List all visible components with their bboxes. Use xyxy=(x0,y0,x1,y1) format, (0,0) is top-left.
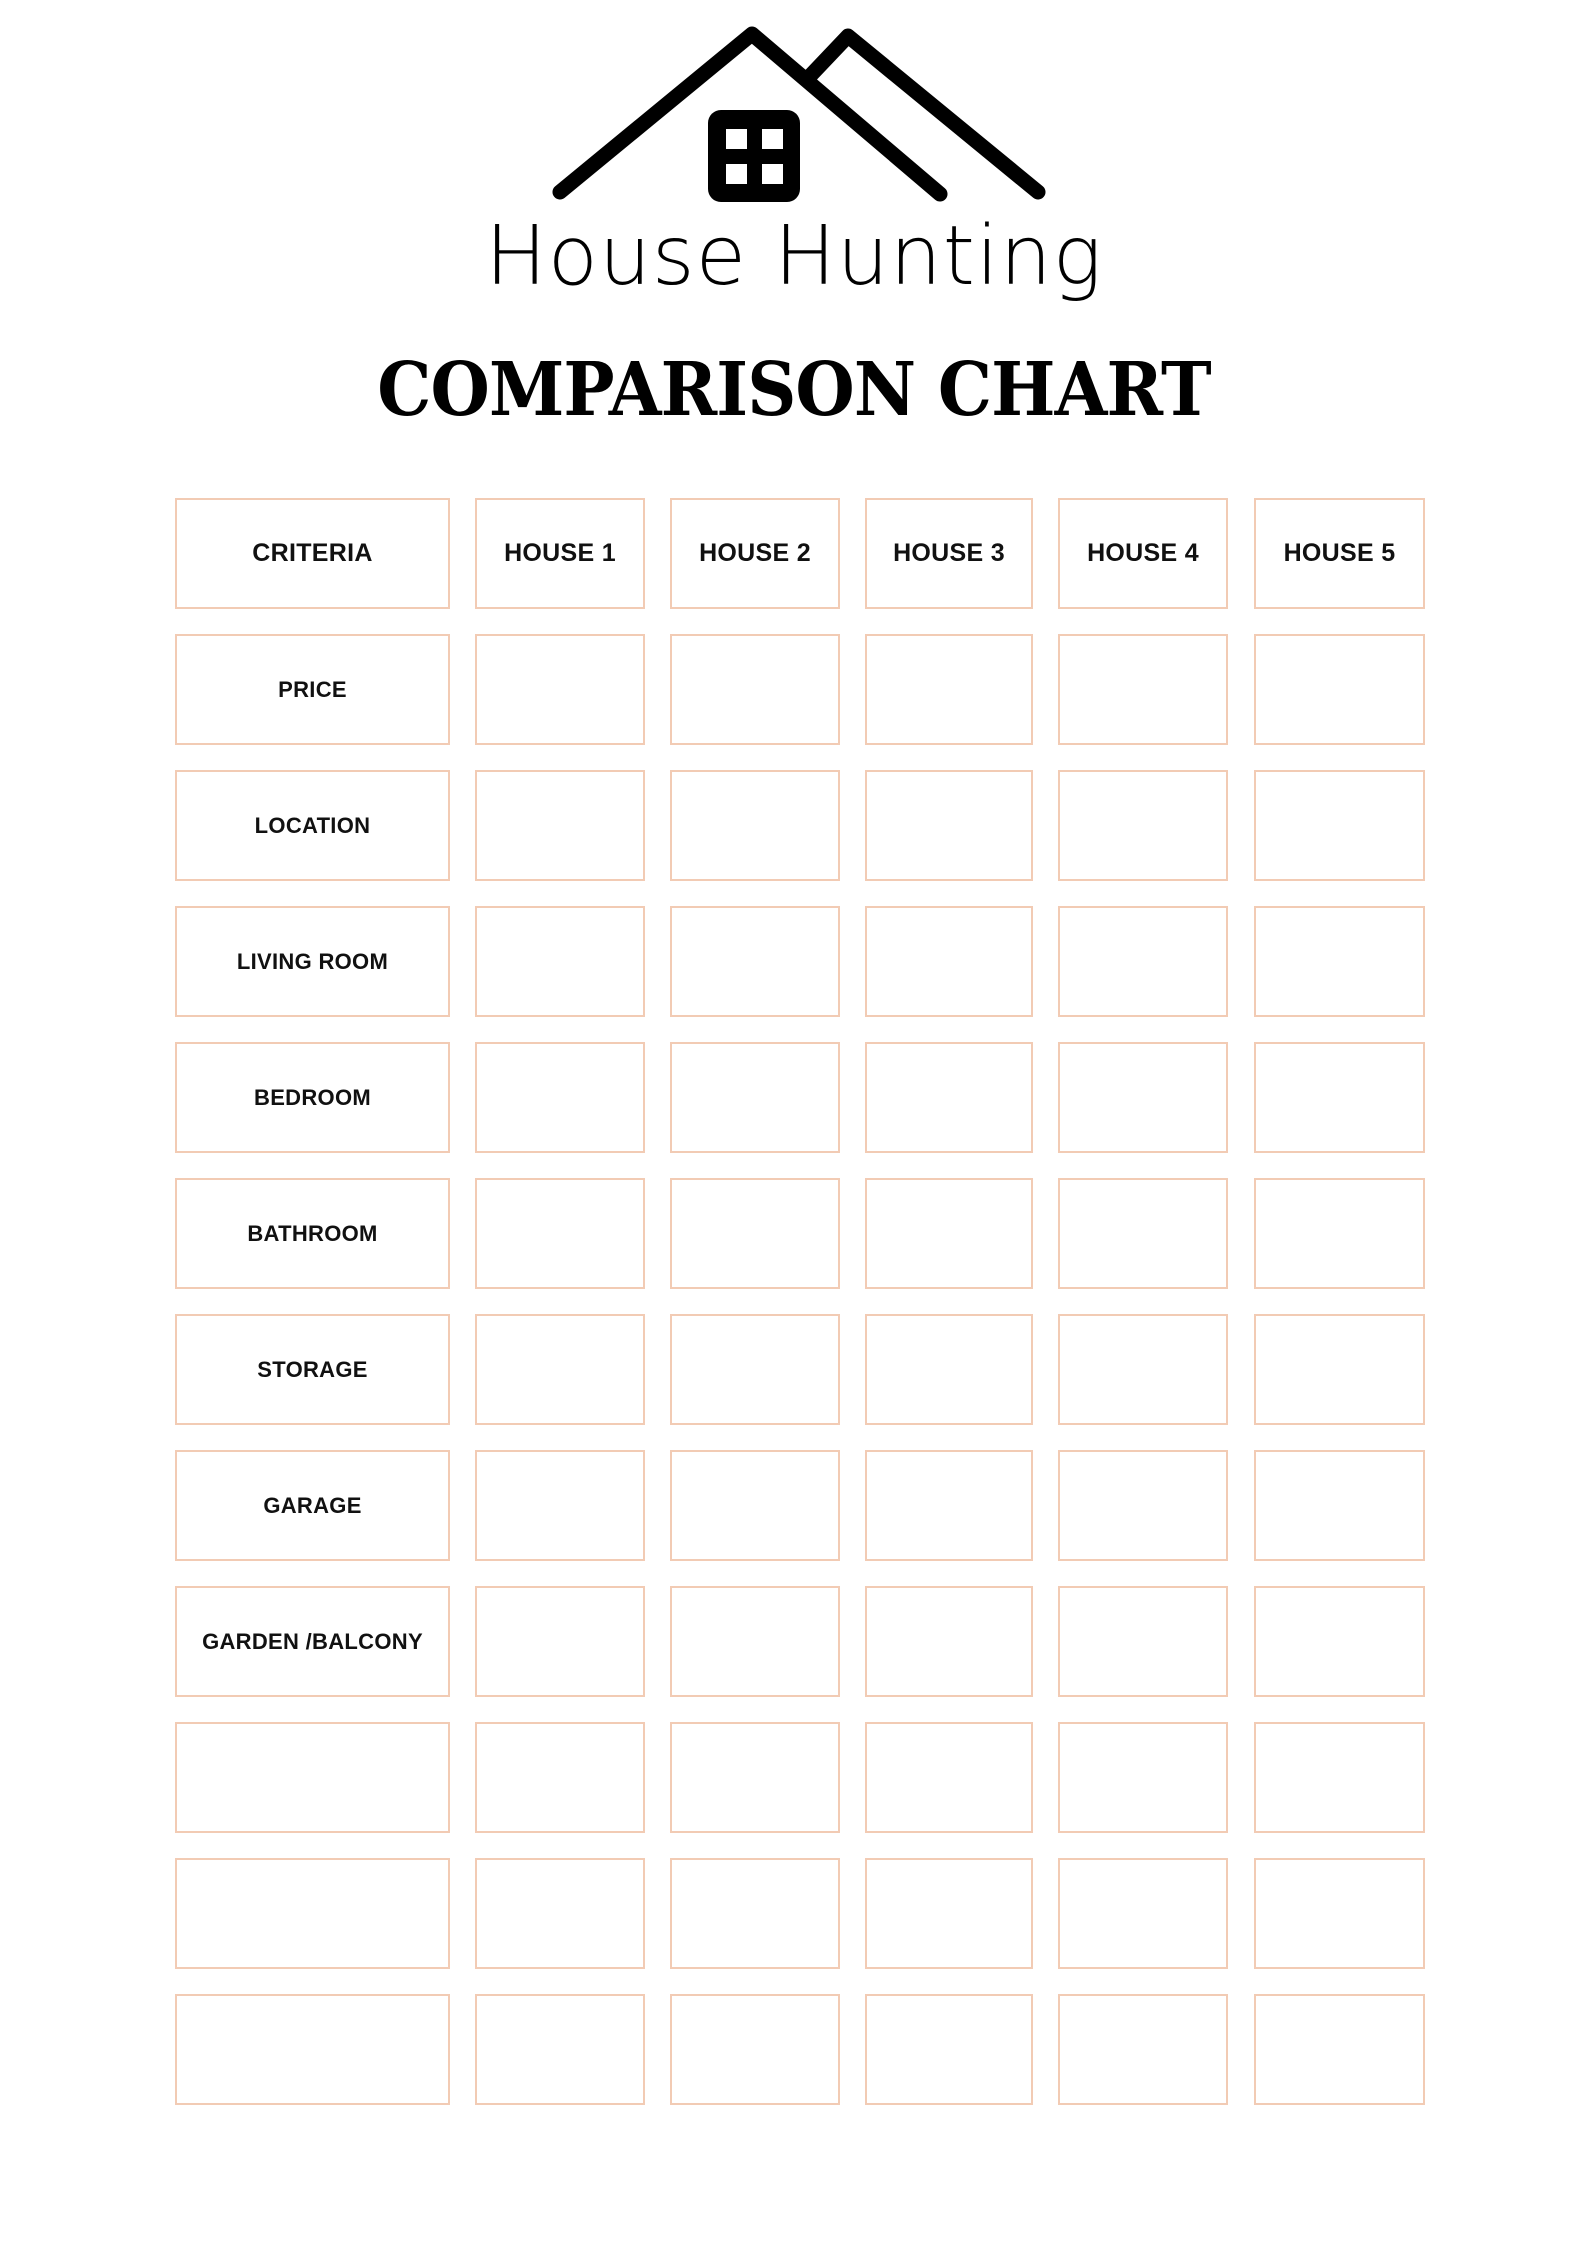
table-cell[interactable] xyxy=(1058,1994,1228,2105)
column-header-house-3: HOUSE 3 xyxy=(865,498,1033,609)
brand-name: House Hunting xyxy=(485,209,1103,304)
table-cell[interactable] xyxy=(1254,1722,1425,1833)
table-cell[interactable] xyxy=(670,634,840,745)
table-cell[interactable] xyxy=(1058,1586,1228,1697)
table-cell[interactable] xyxy=(1058,634,1228,745)
table-cell[interactable] xyxy=(670,906,840,1017)
table-cell[interactable] xyxy=(865,1178,1033,1289)
column-header-house-2: HOUSE 2 xyxy=(670,498,840,609)
table-cell[interactable] xyxy=(670,1314,840,1425)
table-cell[interactable] xyxy=(475,634,645,745)
row-label: BEDROOM xyxy=(175,1042,450,1153)
table-cell[interactable] xyxy=(1058,770,1228,881)
table-cell[interactable] xyxy=(1058,906,1228,1017)
table-cell[interactable] xyxy=(865,1722,1033,1833)
table-cell[interactable] xyxy=(670,1858,840,1969)
table-cell[interactable] xyxy=(475,906,645,1017)
table-cell[interactable] xyxy=(475,1586,645,1697)
table-cell[interactable] xyxy=(670,1722,840,1833)
table-cell[interactable] xyxy=(1254,1042,1425,1153)
table-cell[interactable] xyxy=(475,1858,645,1969)
table-cell[interactable] xyxy=(670,770,840,881)
row-label xyxy=(175,1722,450,1833)
table-cell[interactable] xyxy=(475,1722,645,1833)
row-label: LIVING ROOM xyxy=(175,906,450,1017)
row-label xyxy=(175,1858,450,1969)
table-cell[interactable] xyxy=(1254,1178,1425,1289)
row-label: GARDEN /BALCONY xyxy=(175,1586,450,1697)
table-cell[interactable] xyxy=(1254,1994,1425,2105)
table-cell[interactable] xyxy=(865,1994,1033,2105)
table-cell[interactable] xyxy=(1058,1858,1228,1969)
row-label: PRICE xyxy=(175,634,450,745)
table-cell[interactable] xyxy=(865,770,1033,881)
table-cell[interactable] xyxy=(475,1042,645,1153)
row-label: LOCATION xyxy=(175,770,450,881)
table-cell[interactable] xyxy=(865,634,1033,745)
table-cell[interactable] xyxy=(475,1314,645,1425)
table-cell[interactable] xyxy=(475,770,645,881)
table-cell[interactable] xyxy=(1254,1450,1425,1561)
row-label xyxy=(175,1994,450,2105)
table-cell[interactable] xyxy=(1058,1042,1228,1153)
row-label: STORAGE xyxy=(175,1314,450,1425)
table-cell[interactable] xyxy=(865,906,1033,1017)
table-cell[interactable] xyxy=(670,1042,840,1153)
table-cell[interactable] xyxy=(865,1314,1033,1425)
table-cell[interactable] xyxy=(670,1178,840,1289)
table-cell[interactable] xyxy=(1254,770,1425,881)
column-header-criteria: CRITERIA xyxy=(175,498,450,609)
table-cell[interactable] xyxy=(1058,1722,1228,1833)
table-cell[interactable] xyxy=(1254,1586,1425,1697)
table-cell[interactable] xyxy=(1058,1178,1228,1289)
table-cell[interactable] xyxy=(670,1994,840,2105)
column-header-house-1: HOUSE 1 xyxy=(475,498,645,609)
table-cell[interactable] xyxy=(475,1178,645,1289)
table-cell[interactable] xyxy=(670,1586,840,1697)
table-cell[interactable] xyxy=(1254,634,1425,745)
table-cell[interactable] xyxy=(1254,1314,1425,1425)
table-cell[interactable] xyxy=(670,1450,840,1561)
row-label: BATHROOM xyxy=(175,1178,450,1289)
table-cell[interactable] xyxy=(1254,1858,1425,1969)
column-header-house-5: HOUSE 5 xyxy=(1254,498,1425,609)
table-cell[interactable] xyxy=(865,1858,1033,1969)
row-label: GARAGE xyxy=(175,1450,450,1561)
table-cell[interactable] xyxy=(1254,906,1425,1017)
table-cell[interactable] xyxy=(475,1994,645,2105)
column-header-house-4: HOUSE 4 xyxy=(1058,498,1228,609)
table-cell[interactable] xyxy=(475,1450,645,1561)
table-cell[interactable] xyxy=(865,1042,1033,1153)
table-cell[interactable] xyxy=(865,1586,1033,1697)
table-cell[interactable] xyxy=(865,1450,1033,1561)
table-cell[interactable] xyxy=(1058,1450,1228,1561)
page-title: COMPARISON CHART xyxy=(377,347,1211,433)
table-cell[interactable] xyxy=(1058,1314,1228,1425)
